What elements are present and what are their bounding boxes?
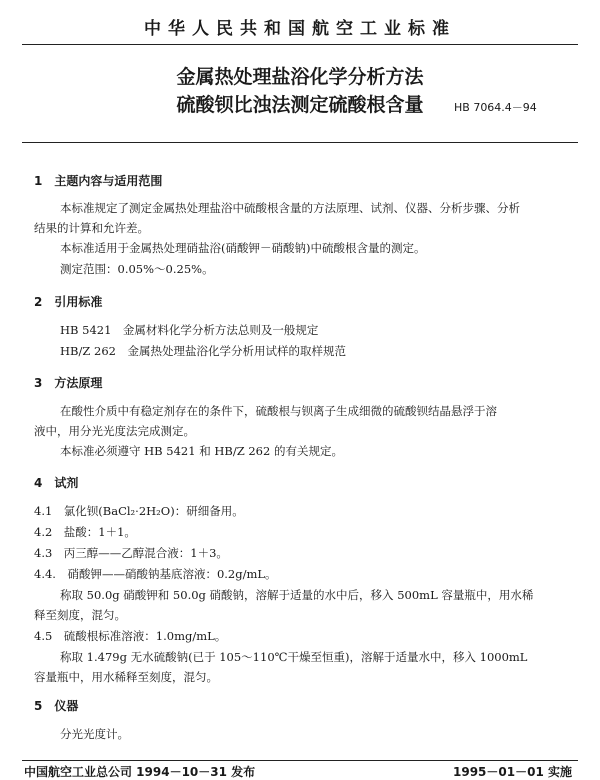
paragraph: 称取 50.0g 硝酸钾和 50.0g 硝酸钠，溶解于适量的水中后，移入 500mL 容量瓶中，用水稀 [60, 588, 534, 602]
paragraph: 容量瓶中，用水稀释至刻度，混匀。 [34, 670, 218, 684]
reagent-item: 4.4. 硝酸钾——硝酸钠基底溶液：0.2g/mL。 [34, 567, 277, 581]
paragraph: 本标准必须遵守 HB 5421 和 HB/Z 262 的有关规定。 [60, 444, 343, 458]
paragraph: 称取 1.479g 无水硫酸钠(已于 105～110℃干燥至恒重)，溶解于适量水中，移入 1000mL [60, 650, 528, 664]
section-3-heading: 3 方法原理 [34, 376, 103, 390]
reagent-item: 4.1 氯化钡(BaCl₂·2H₂O)：研细备用。 [34, 504, 244, 518]
paragraph: 在酸性介质中有稳定剂存在的条件下，硫酸根与钡离子生成细微的硫酸钡结晶悬浮于溶 [60, 404, 497, 418]
paragraph: 释至刻度，混匀。 [34, 608, 126, 622]
reagent-item: 4.3 丙三醇——乙醇混合液：1＋3。 [34, 546, 228, 560]
paragraph: 本标准适用于金属热处理硝盐浴(硝酸钾－硝酸钠)中硫酸根含量的测定。 [60, 241, 426, 255]
paragraph: 本标准规定了测定金属热处理盐浴中硫酸根含量的方法原理、试剂、仪器、分析步骤、分析 [60, 201, 520, 215]
effective-date: 1995－01－01 实施 [453, 765, 572, 779]
document-title-line2: 硫酸钡比浊法测定硫酸根含量 [176, 94, 424, 116]
section-2-heading: 2 引用标准 [34, 295, 103, 309]
paragraph: 液中，用分光光度法完成测定。 [34, 424, 195, 438]
section-5-heading: 5 仪器 [34, 699, 79, 713]
reagent-item: 4.5 硫酸根标准溶液：1.0mg/mL。 [34, 629, 227, 643]
section-4-heading: 4 试剂 [34, 476, 79, 490]
section-1-heading: 1 主题内容与适用范围 [34, 174, 163, 188]
header-rule [22, 44, 578, 45]
reagent-item: 4.2 盐酸：1＋1。 [34, 525, 136, 539]
standard-number: HB 7064.4－94 [454, 101, 537, 114]
footer-rule [22, 760, 578, 761]
title-rule [22, 142, 578, 143]
reference-item: HB/Z 262 金属热处理盐浴化学分析用试样的取样规范 [60, 344, 346, 358]
paragraph: 分光光度计。 [60, 727, 129, 741]
document-title-line1: 金属热处理盐浴化学分析方法 [176, 66, 424, 88]
reference-item: HB 5421 金属材料化学分析方法总则及一般规定 [60, 323, 319, 337]
paragraph: 结果的计算和允许差。 [34, 221, 149, 235]
approval-date: 中国航空工业总公司 1994－10－31 发布 [24, 765, 256, 779]
org-standard-header: 中华人民共和国航空工业标准 [144, 19, 456, 39]
paragraph: 测定范围：0.05%～0.25%。 [60, 262, 214, 276]
